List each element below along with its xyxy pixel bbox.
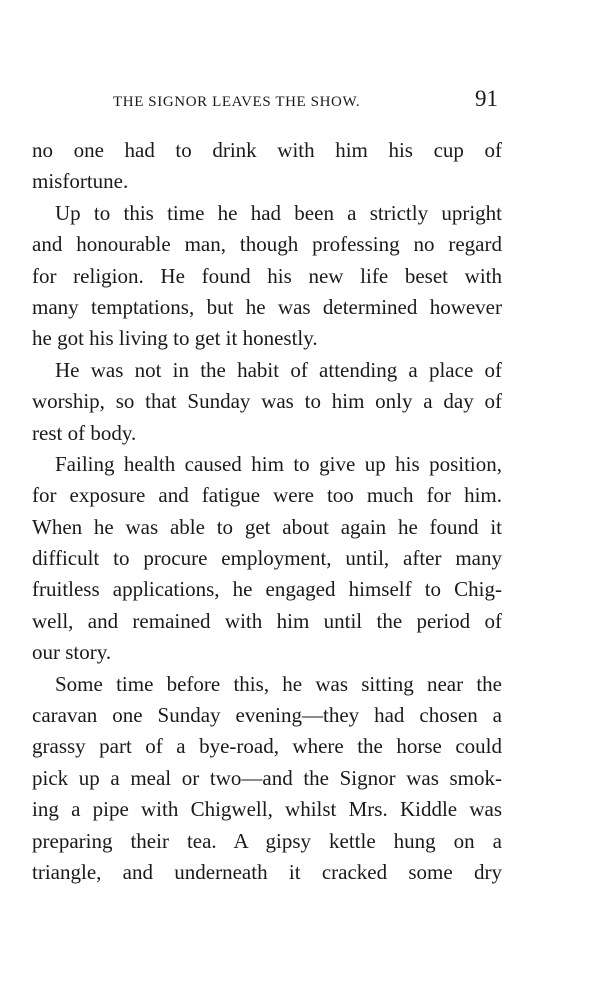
text-line: Failing health caused him to give up his position, [55, 451, 502, 476]
text-line: Some time before this, he was sitting near the [55, 671, 502, 696]
text-line: and honourable man, though professing no regard [32, 232, 502, 257]
page-number: 91 [475, 86, 498, 111]
text-line: difficult to procure employment, until, after many [32, 546, 502, 571]
text-line: worship, so that Sunday was to him only a day of [32, 389, 502, 414]
running-head [113, 86, 498, 116]
text-line: triangle, and underneath it cracked some dry [32, 859, 502, 884]
text-line: rest of body. [32, 420, 137, 445]
text-line: well, and remained with him until the period of [32, 608, 502, 633]
text-line: for religion. He found his new life beset with [32, 263, 502, 288]
text-line: pick up a meal or two—and the Signor was smok- [32, 765, 502, 790]
text-line: Up to this time he had been a strictly upright [55, 200, 502, 225]
text-line: ing a pipe with Chigwell, whilst Mrs. Kiddle was [32, 797, 502, 822]
text-line: he got his living to get it honestly. [32, 326, 318, 351]
running-title: THE SIGNOR LEAVES THE SHOW. [113, 94, 361, 110]
text-line: fruitless applications, he engaged himself to Chig- [32, 577, 502, 602]
text-line: misfortune. [32, 169, 129, 194]
body-text [32, 135, 502, 888]
text-line: preparing their tea. A gipsy kettle hung on a [32, 828, 502, 853]
text-line: He was not in the habit of attending a place of [55, 357, 502, 382]
text-line: grassy part of a bye-road, where the horse could [32, 734, 502, 759]
text-line: many temptations, but he was determined however [32, 294, 502, 319]
text-line: no one had to drink with him his cup of [32, 138, 502, 162]
text-line: our story. [32, 640, 112, 665]
text-line: caravan one Sunday evening—they had chosen a [32, 703, 502, 728]
text-line: When he was able to get about again he found it [32, 514, 502, 539]
text-line: for exposure and fatigue were too much for him. [32, 483, 502, 508]
